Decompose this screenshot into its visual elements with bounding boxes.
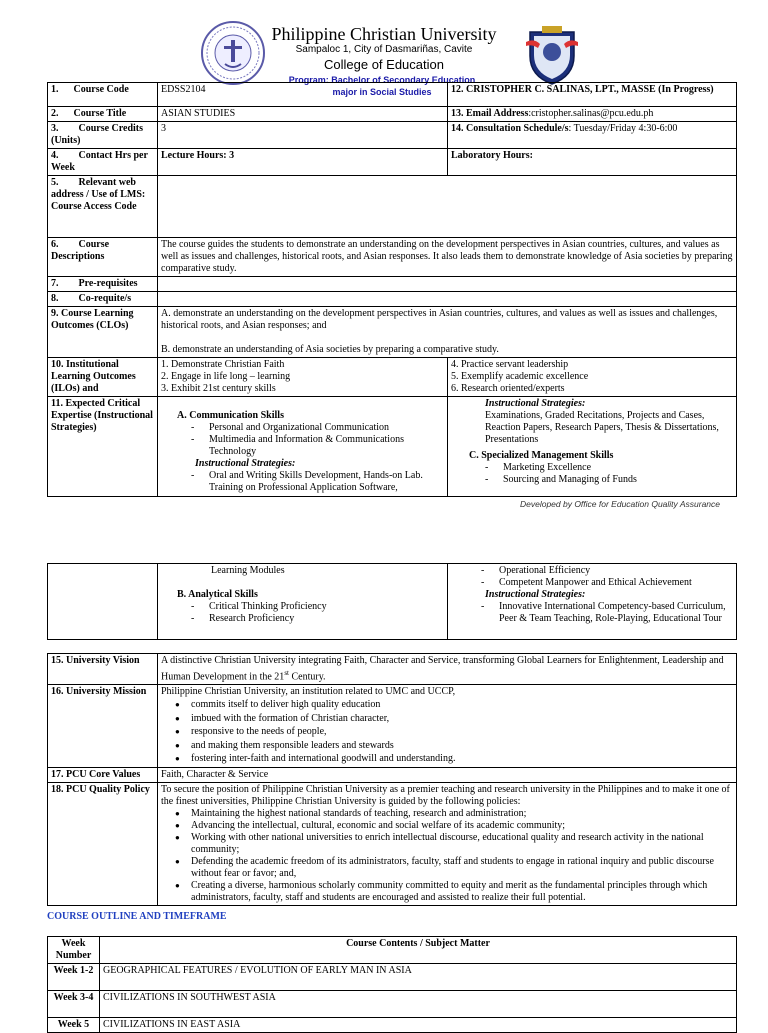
- course-code-label: Course Code: [73, 84, 129, 95]
- college-name: College of Education: [324, 57, 444, 72]
- communication-skills-title: A. Communication Skills: [177, 410, 284, 421]
- row-number: 5.: [51, 177, 59, 188]
- comm-skill-item: - Personal and Organizational Communication: [191, 422, 444, 434]
- course-code-value: EDSS2104: [158, 83, 448, 107]
- footer-note: Developed by Office for Education Quality Assurance: [519, 499, 720, 509]
- instructional-strategies-label: Instructional Strategies:: [485, 589, 586, 600]
- course-description-label: Course Descriptions: [51, 239, 110, 262]
- ilo-1: 1. Demonstrate Christian Faith: [161, 359, 285, 370]
- row-course-description: [48, 238, 737, 277]
- outline-header-row: [48, 937, 737, 964]
- clo-b: B. demonstrate an understanding of Asia societies by preparing a comparative study.: [161, 344, 499, 355]
- course-outline-heading: COURSE OUTLINE AND TIMEFRAME: [47, 911, 227, 922]
- vision-sup: st: [284, 669, 289, 677]
- instructional-strategies-label: Instructional Strategies:: [485, 398, 586, 409]
- instructional-strategies-label: Instructional Strategies:: [195, 458, 296, 469]
- mission-item: ● commits itself to deliver high quality education: [173, 698, 733, 712]
- row-prerequisites: [48, 277, 737, 292]
- university-address: Sampaloc 1, City of Dasmariñas, Cavite: [295, 44, 473, 55]
- course-outline-table: [47, 936, 737, 1033]
- row-corequisites: [48, 292, 737, 307]
- row-number: 6.: [51, 239, 59, 250]
- mission-intro: Philippine Christian University, an institution related to UMC and UCCP,: [161, 686, 456, 698]
- vision-end: Century.: [288, 671, 326, 683]
- mission-item: ● responsive to the needs of people,: [173, 725, 733, 739]
- web-address-label: Relevant web address / Use of LMS: Course Access Code: [51, 177, 146, 212]
- ilo-2: 2. Engage in life long – learning: [161, 371, 291, 382]
- row-critical-expertise: [48, 397, 737, 497]
- course-contents-header: Course Contents / Subject Matter: [100, 937, 737, 964]
- row-clos: [48, 307, 737, 358]
- clos-label: 9. Course Learning Outcomes (CLOs): [48, 307, 158, 358]
- email-label: 13. Email Address: [451, 108, 529, 119]
- core-values-text: Faith, Character & Service: [158, 767, 737, 782]
- contact-hours-label: Contact Hrs per Week: [51, 150, 148, 173]
- content-cell: CIVILIZATIONS IN EAST ASIA: [100, 1018, 737, 1033]
- specialized-skills-title: C. Specialized Management Skills: [469, 450, 614, 461]
- lecture-hours: Lecture Hours: 3: [158, 149, 448, 176]
- mission-item: ● imbued with the formation of Christian character,: [173, 712, 733, 726]
- learning-modules-text: Learning Modules: [211, 565, 285, 576]
- instructor-name: 12. CRISTOPHER C. SALINAS, LPT., MASSE (In Progress): [448, 83, 737, 107]
- strategies-text: Examinations, Graded Recitations, Projects and Cases, Reaction Papers, Research Papers, Thesis & Dissertations, Presentations: [485, 410, 719, 445]
- week-cell: Week 3-4: [48, 991, 100, 1018]
- row-course-title: [48, 107, 737, 122]
- prerequisites-value: [158, 277, 737, 292]
- college-crest-logo: [524, 22, 580, 86]
- email-value[interactable]: :cristopher.salinas@pcu.edu.ph: [528, 108, 654, 119]
- specialized-skill-item: - Competent Manpower and Ethical Achievement: [481, 577, 733, 589]
- quality-item: ● Creating a diverse, harmonious scholarly community committed to equity and merit as the fundamental principles through which administrators, faculty, staff and students are encouraged and assisted to realize their full potential.: [173, 880, 733, 904]
- program-line-1: Program: Bachelor of Secondary Education: [288, 75, 476, 85]
- quality-item: ● Advancing the intellectual, cultural, economic and social welfare of its academic community;: [173, 820, 733, 832]
- critical-expertise-label: 11. Expected Critical Expertise (Instructional Strategies): [48, 397, 158, 497]
- row-number: 1.: [51, 84, 59, 95]
- clo-a: A. demonstrate an understanding on the development perspectives in Asian countries, cultures, and values as well as issues and challenges, historical roots, and Asian responses; and: [161, 308, 718, 331]
- vision-text: A distinctive Christian University integrating Faith, Character and Service, transforming Global Learners for Enlightenment, Leadership and Human Development in the 21: [161, 655, 724, 683]
- analytical-skill-item: - Research Proficiency: [191, 613, 444, 625]
- university-name: Philippine Christian University: [271, 24, 497, 44]
- quality-policy-label: 18. PCU Quality Policy: [48, 782, 158, 905]
- prerequisites-label: Pre-requisites: [78, 278, 138, 289]
- quality-item: ● Working with other national universities to enrich intellectual discourse, educational quality and research activity in the national community;: [173, 832, 733, 856]
- vision-mission-table: [47, 653, 737, 906]
- week-cell: Week 1-2: [48, 964, 100, 991]
- course-title-value: ASIAN STUDIES: [158, 107, 448, 122]
- course-info-table: [47, 82, 737, 497]
- consultation-label: 14. Consultation Schedule/s: [451, 123, 569, 134]
- row-core-values: [48, 767, 737, 782]
- web-address-value: [158, 176, 737, 238]
- course-credits-label: Course Credits (Units): [51, 123, 144, 146]
- analytical-skills-title: B. Analytical Skills: [177, 589, 258, 600]
- strategy-item: - Oral and Writing Skills Development, Hands-on Lab. Training on Professional Application Software,: [191, 470, 444, 494]
- table-row: [48, 1018, 737, 1033]
- table-row: [48, 991, 737, 1018]
- row-course-code: [48, 83, 737, 107]
- content-cell: CIVILIZATIONS IN SOUTHWEST ASIA: [100, 991, 737, 1018]
- quality-item: ● Maintaining the highest national standards of teaching, research and administration;: [173, 808, 733, 820]
- row-number: 8.: [51, 293, 59, 304]
- ilo-6: 6. Research oriented/experts: [451, 383, 565, 394]
- strategy-item: - Innovative International Competency-based Curriculum, Peer & Team Teaching, Role-Playing, Educational Tour: [481, 601, 733, 625]
- analytical-skill-item: - Critical Thinking Proficiency: [191, 601, 444, 613]
- specialized-skill-item: - Sourcing and Managing of Funds: [485, 474, 733, 486]
- mission-item: ● and making them responsible leaders and stewards: [173, 739, 733, 753]
- ilo-4: 4. Practice servant leadership: [451, 359, 569, 370]
- row-number: 2.: [51, 108, 59, 119]
- content-cell: GEOGRAPHICAL FEATURES / EVOLUTION OF EARLY MAN IN ASIA: [100, 964, 737, 991]
- specialized-skill-item: - Operational Efficiency: [481, 565, 733, 577]
- ilos-label: 10. Institutional Learning Outcomes (ILOs) and: [48, 358, 158, 397]
- row-ilos: [48, 358, 737, 397]
- row-mission: [48, 685, 737, 768]
- row-course-credits: [48, 122, 737, 149]
- comm-skill-item: - Multimedia and Information & Communications Technology: [191, 434, 444, 458]
- quality-intro: To secure the position of Philippine Christian University as a premier teaching and research university in the Philippines and to make it one of the finest universities, Philippine Christian University is guided by the following policies:: [161, 783, 730, 807]
- course-credits-value: 3: [158, 122, 448, 149]
- program-line-2: major in Social Studies: [332, 87, 432, 97]
- row-contact-hours: [48, 149, 737, 176]
- consultation-value: : Tuesday/Friday 4:30-6:00: [568, 123, 678, 134]
- course-title-label: Course Title: [73, 108, 127, 119]
- ilo-3: 3. Exhibit 21st century skills: [161, 383, 276, 394]
- course-description-value: The course guides the students to demonstrate an understanding on the development perspectives in Asian countries, cultures, and values as well as issues and challenges, historical roots, and Asian responses. It also leads them to demonstrate knowledge of Asia societies by preparing comparative study.: [158, 238, 737, 277]
- ilo-5: 5. Exemplify academic excellence: [451, 371, 589, 382]
- row-number: 4.: [51, 150, 59, 161]
- week-number-header: Week Number: [48, 937, 100, 964]
- table-row: [48, 964, 737, 991]
- week-cell: Week 5: [48, 1018, 100, 1033]
- row-number: 7.: [51, 278, 59, 289]
- laboratory-hours: Laboratory Hours:: [448, 149, 737, 176]
- corequisites-value: [158, 292, 737, 307]
- row-number: 3.: [51, 123, 59, 134]
- row-web-address: [48, 176, 737, 238]
- specialized-skill-item: - Marketing Excellence: [485, 462, 733, 474]
- quality-item: ● Defending the academic freedom of its administrators, faculty, staff and students to engage in rational inquiry and public discourse without fear or favor; and,: [173, 856, 733, 880]
- row-vision: [48, 654, 737, 685]
- core-values-label: 17. PCU Core Values: [48, 767, 158, 782]
- vision-label: 15. University Vision: [48, 654, 158, 685]
- pcu-seal-logo: [198, 20, 268, 86]
- mission-item: ● fostering inter-faith and international goodwill and understanding.: [173, 752, 733, 766]
- mission-label: 16. University Mission: [48, 685, 158, 768]
- corequisites-label: Co-requite/s: [78, 293, 132, 304]
- row-quality-policy: [48, 782, 737, 905]
- continuation-table: [47, 563, 737, 640]
